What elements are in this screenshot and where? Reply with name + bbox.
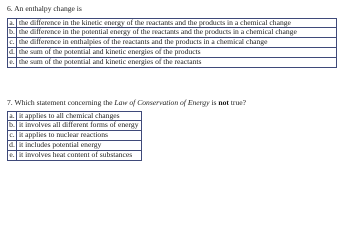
option-letter: d. [9,139,15,149]
option-letter: e. [9,149,15,159]
option-text: the difference in the potential energy of the reactants and the products in a chemical change [17,28,337,38]
option-text: the difference in the kinetic energy of the reactants and the products in a chemical change [17,18,337,28]
option-row[interactable] [8,38,337,48]
question-6 [7,5,337,68]
question-7-options-table [7,111,142,161]
option-text: the sum of the potential and kinetic energies of the products [17,47,337,57]
option-text: the difference in enthalpies of the reactants and the products in a chemical change [17,38,337,48]
law-of-conservation-of-energy: Law of Conservation of Energy [114,98,210,107]
option-letter: a. [9,110,15,120]
question-6-prompt: 6. An enthalpy change is [7,4,82,13]
option-letter: b. [9,120,15,130]
question-7-prompt [7,99,246,107]
question-6-options-table [7,18,337,68]
option-row[interactable] [8,131,142,141]
option-letter: c. [9,37,15,47]
option-letter: a. [9,17,15,27]
option-row[interactable] [8,57,337,67]
option-text: it includes potential energy [17,140,142,150]
option-row[interactable] [8,140,142,150]
option-text: it applies to nuclear reactions [17,131,142,141]
question-7-prompt-start: 7. Which statement concerning the [7,98,115,107]
option-text: the sum of the potential and kinetic energies of the reactants [17,57,337,67]
option-text: it applies to all chemical changes [17,111,142,121]
option-text: it involves all different forms of energy [17,121,142,131]
option-letter: e. [9,56,15,66]
question-7-prompt-end: true? [228,98,246,107]
not-emphasis: not [218,98,229,107]
question-7-prompt-mid: is [209,98,219,107]
question-7 [7,99,246,161]
option-letter: d. [9,46,15,56]
option-letter: b. [9,27,15,37]
option-row[interactable] [8,150,142,160]
option-row[interactable] [8,47,337,57]
option-letter: c. [9,130,15,140]
option-text: it involves heat content of substances [17,150,142,160]
